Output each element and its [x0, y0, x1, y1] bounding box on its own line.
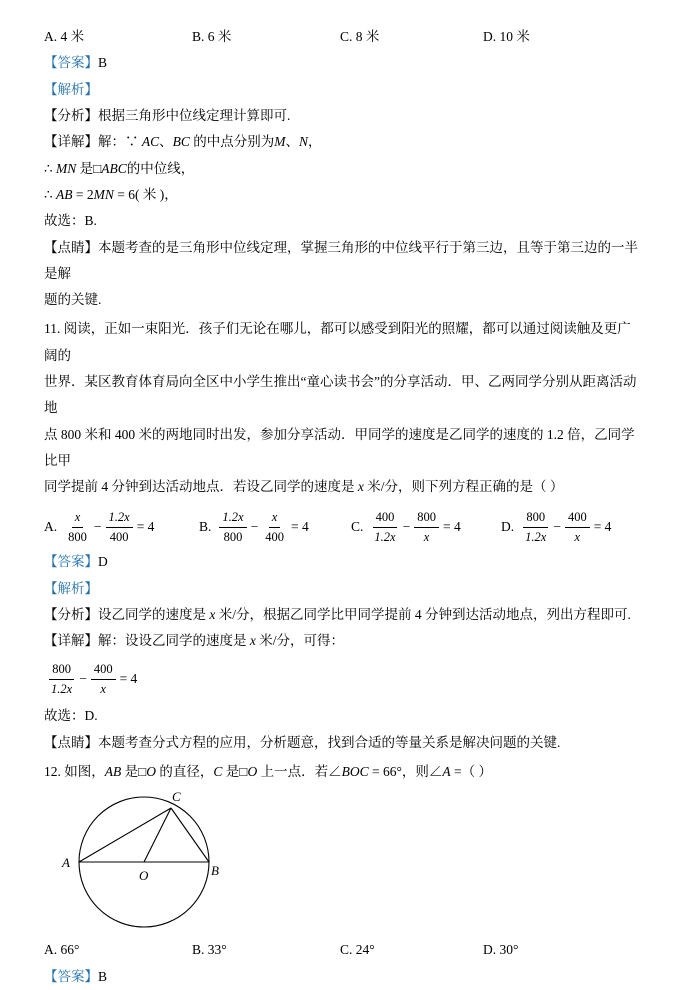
q12-option-b: B. 33°	[192, 942, 227, 958]
minus-op: −	[93, 519, 102, 534]
angle-a: A	[442, 764, 451, 779]
xiangjie-pre: 解：∵	[98, 134, 142, 150]
dianjing-text1: 本题考查的是三角形中位线定理，掌握三角形的中位线平行于第三边，且等于第三边的一半是解	[44, 239, 638, 281]
q12-options-row	[44, 937, 644, 963]
xiangjie-tag: 【详解】	[44, 633, 98, 649]
q11-option-b	[199, 509, 351, 546]
frac-400-1p2x	[371, 509, 398, 546]
q11-guxuan: 故选：D.	[44, 708, 98, 724]
answer-value: B	[98, 55, 108, 71]
fenxi-tag: 【分析】	[44, 107, 98, 123]
point-c: C	[213, 764, 223, 779]
frac-num: 1.2x	[219, 509, 246, 528]
analysis-tag: 【解析】	[44, 580, 98, 596]
label-c: C	[172, 789, 181, 805]
frac-400-x	[565, 509, 590, 546]
frac-800-x	[414, 509, 439, 546]
q10-fenxi-line	[44, 103, 644, 129]
frac-den: 1.2x	[51, 681, 73, 696]
q12-option-d: D. 30°	[483, 942, 519, 958]
q12-mid1: 是□	[121, 764, 147, 779]
dianjing-line1	[44, 235, 644, 288]
line3-pre: ∴	[44, 186, 56, 202]
seg-bc: BC	[172, 134, 190, 150]
frac-den: x	[574, 529, 581, 544]
q11-analysis-tag-line	[44, 576, 644, 602]
q11-option-d-label: D.	[501, 519, 515, 534]
equals-part: = 4	[442, 519, 461, 534]
frac-400-x-solution	[91, 661, 116, 698]
q11-line4-pre: 同学提前 4 分钟到达活动地点．若设乙同学的速度是	[44, 479, 358, 495]
frac-x-800	[65, 509, 90, 546]
q12-option-a: A. 66°	[44, 942, 80, 958]
q12-end: =（ ）	[450, 764, 492, 779]
q10-guxuan: 故选：B.	[44, 213, 97, 229]
angle-boc: BOC	[341, 764, 369, 779]
q11-line1	[44, 316, 644, 369]
q11-options-row	[44, 509, 644, 546]
label-o: O	[139, 868, 149, 884]
xiangjie-pre: 解：设设乙同学的速度是	[98, 633, 250, 649]
line3-val: = 6( 米 )，	[113, 186, 178, 202]
seg-end: ，	[308, 134, 322, 150]
line3-eq: = 2	[72, 186, 94, 202]
var-x: x	[209, 607, 216, 622]
label-b: B	[211, 863, 219, 879]
answer-tag: 【答案】	[44, 55, 98, 71]
seg-mn: MN	[55, 160, 77, 176]
xiangjie-tag: 【详解】	[44, 134, 98, 150]
equals-part: = 4	[290, 519, 309, 534]
q11-option-c	[351, 509, 501, 546]
line2-mid: 是□	[76, 160, 102, 176]
document-content	[44, 24, 644, 990]
seg-sep2: 、	[285, 134, 300, 150]
q12-option-c: C. 24°	[340, 942, 375, 958]
tri-abc: ABC	[101, 160, 127, 176]
equals-part: = 4	[593, 519, 612, 534]
q12-figure	[44, 787, 644, 937]
frac-num: 800	[414, 509, 439, 528]
frac-800-1p2x-solution	[48, 661, 75, 698]
line2-end: 的中位线，	[126, 160, 195, 176]
q11-option-a	[44, 509, 199, 546]
q11-number: 11.	[44, 321, 61, 337]
frac-x-400	[262, 509, 287, 546]
q11-dianjing	[44, 730, 644, 756]
frac-1p2x-800	[219, 509, 246, 546]
line2-pre: ∴	[44, 160, 56, 176]
frac-num: 800	[49, 661, 74, 680]
minus-op: −	[402, 519, 411, 534]
q11-stem	[44, 316, 644, 500]
q12-stem	[44, 759, 644, 785]
q11-line4	[44, 474, 644, 500]
fenxi-tag: 【分析】	[44, 607, 98, 622]
q10-option-d: D. 10 米	[483, 29, 530, 44]
q11-answer-line	[44, 549, 644, 575]
q10-line2	[44, 156, 644, 182]
frac-den: x	[100, 681, 106, 696]
var-x: x	[357, 479, 364, 495]
seg-sep1: 、	[159, 134, 173, 150]
q11-equation	[44, 661, 644, 698]
label-a: A	[62, 855, 70, 871]
fenxi-post: 米/分，根据乙同学比甲同学提前 4 分钟到达活动地点，列出方程即可.	[215, 607, 631, 622]
var-x: x	[249, 633, 256, 649]
answer-value: B	[98, 968, 108, 984]
q12-answer-line	[44, 964, 644, 990]
q11-line4-post: 米/分，则下列方程正确的是（ ）	[363, 479, 564, 495]
q11-text1: 阅读，正如一束阳光．孩子们无论在哪儿，都可以感受到阳光的照耀，都可以通过阅读触及更广阔的	[44, 321, 631, 363]
circle-o2: O	[247, 764, 258, 779]
frac-den: 1.2x	[374, 529, 396, 544]
frac-num: 1.2x	[106, 509, 133, 528]
minus-op: −	[79, 671, 87, 686]
frac-num: 800	[523, 509, 548, 528]
q11-line2: 世界．某区教育体育局向全区中小学生推出“童心读书会”的分享活动．甲、乙两同学分别从距离活动地	[44, 374, 637, 416]
q10-option-b: B. 6 米	[192, 29, 232, 44]
answer-value: D	[98, 554, 108, 570]
frac-den: 800	[68, 529, 87, 544]
equals-part: = 4	[136, 519, 155, 534]
q10-analysis-tag-line	[44, 77, 644, 103]
q11-xiangjie-line	[44, 628, 644, 654]
frac-den: 400	[109, 529, 129, 544]
equals-part: = 4	[119, 671, 138, 686]
dianjing-tag: 【点睛】	[44, 734, 98, 750]
answer-tag: 【答案】	[44, 968, 98, 984]
frac-num: 400	[91, 661, 116, 680]
minus-op: −	[553, 519, 561, 534]
frac-den: 800	[223, 529, 243, 544]
circle-o: O	[146, 764, 157, 779]
q12-number: 12.	[44, 764, 61, 779]
seg-post: 的中点分别为	[189, 134, 275, 150]
frac-num: x	[269, 509, 281, 528]
fenxi-pre: 设乙同学的速度是	[98, 607, 210, 622]
dianjing-tag: 【点睛】	[44, 239, 98, 255]
frac-num: 400	[373, 509, 398, 528]
seg-ac: AC	[141, 134, 160, 150]
q11-fenxi-line	[44, 602, 644, 628]
q10-line3	[44, 182, 644, 208]
q10-option-c: C. 8 米	[340, 29, 380, 44]
frac-num: x	[72, 509, 84, 528]
analysis-tag: 【解析】	[44, 81, 98, 97]
seg-mn2: MN	[93, 186, 114, 202]
q11-option-b-label: B.	[199, 519, 212, 534]
minus-op: −	[250, 519, 259, 534]
frac-num: 400	[565, 509, 590, 528]
q10-dianjing	[44, 235, 644, 314]
answer-tag: 【答案】	[44, 554, 98, 570]
frac-1p2x-400	[106, 509, 133, 546]
q10-answer-line	[44, 50, 644, 76]
q10-xiangjie-line	[44, 129, 644, 155]
point-m: M	[274, 134, 286, 150]
frac-den: 400	[265, 529, 284, 544]
q12-mid3: 是□	[222, 764, 248, 779]
frac-800-1p2x	[522, 509, 549, 546]
dianjing-line2: 题的关键.	[44, 292, 102, 308]
dianjing-text: 本题考查分式方程的应用，分析题意，找到合适的等量关系是解决问题的关键.	[98, 734, 561, 750]
point-n: N	[299, 134, 309, 150]
q11-option-a-label: A.	[44, 519, 58, 534]
seg-ab: AB	[55, 186, 73, 202]
q11-option-c-label: C.	[351, 519, 364, 534]
q11-option-d	[501, 509, 641, 546]
frac-den: x	[423, 529, 430, 544]
q12-pre: 如图，	[64, 764, 105, 779]
fenxi-text: 根据三角形中位线定理计算即可.	[98, 107, 291, 123]
q11-line3: 点 800 米和 400 米的两地同时出发，参加分享活动．甲同学的速度是乙同学的速度的 1.2 倍，乙同学比甲	[44, 426, 635, 468]
circle-diagram	[44, 787, 304, 937]
q10-options-row	[44, 24, 644, 50]
q12-eq: = 66°，则∠	[368, 764, 443, 779]
q12-mid4: 上一点．若∠	[257, 764, 342, 779]
q12-mid2: 的直径，	[156, 764, 214, 779]
frac-den: 1.2x	[525, 529, 547, 544]
seg-ab: AB	[104, 764, 122, 779]
xiangjie-post: 米/分，可得：	[255, 633, 345, 649]
q10-option-a: A. 4 米	[44, 29, 85, 44]
